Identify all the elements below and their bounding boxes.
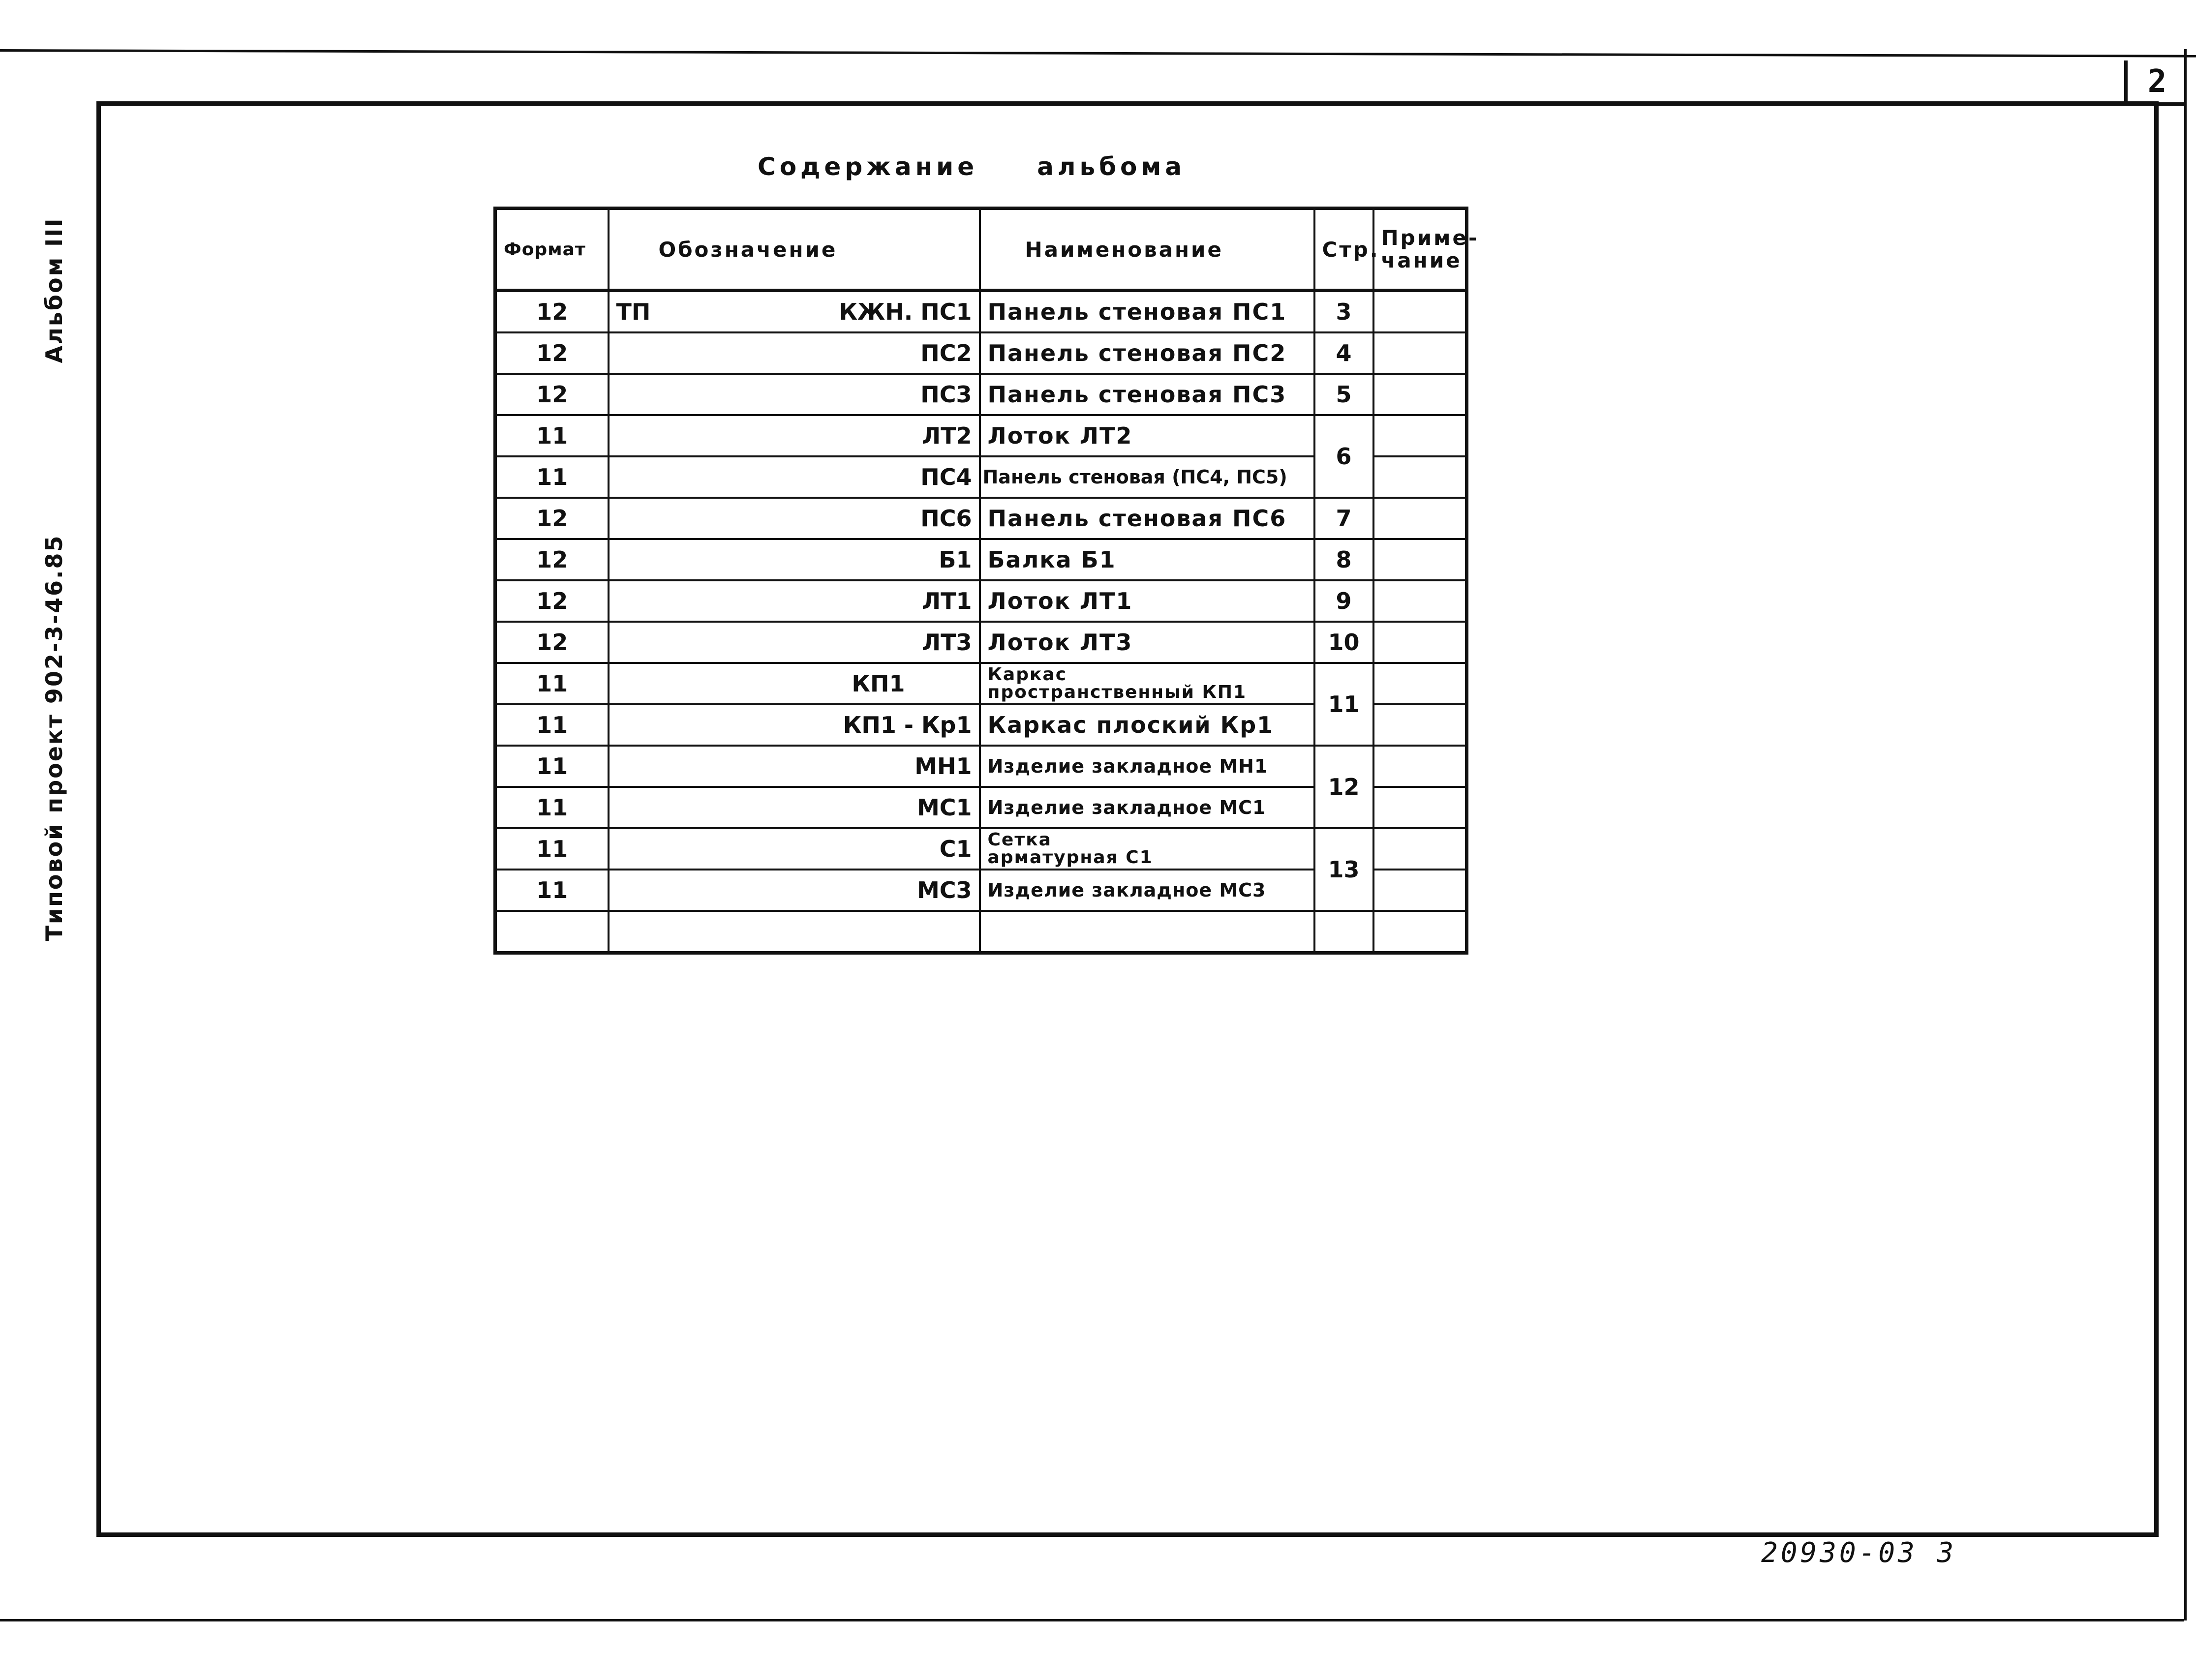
cell-name: Балка Б1 — [980, 539, 1314, 580]
cell-page: 12 — [1314, 746, 1373, 828]
cell-note — [1373, 787, 1467, 828]
cell-page: 8 — [1314, 539, 1373, 580]
cell-page: 11 — [1314, 663, 1373, 746]
sheet-number: 2 — [2124, 60, 2187, 106]
cell-page: 5 — [1314, 374, 1373, 415]
header-note — [1373, 209, 1479, 291]
cell-format: 11 — [495, 746, 609, 787]
table-row — [495, 828, 1467, 870]
cell-designation: ПС2 — [609, 332, 980, 374]
cell-note — [1373, 332, 1467, 374]
cell-format — [495, 911, 609, 953]
cell-designation: С1 — [609, 828, 980, 870]
cell-designation — [609, 911, 980, 953]
cell-format: 12 — [495, 332, 609, 374]
cell-name: Панель стеновая (ПС4, ПС5) — [980, 456, 1314, 498]
cell-format: 12 — [495, 498, 609, 539]
table-row — [495, 746, 1467, 787]
sheet-edge-bottom — [0, 1619, 2184, 1621]
cell-page: 7 — [1314, 498, 1373, 539]
page-title — [758, 152, 1186, 187]
side-label-album-text: Альбом III — [41, 217, 67, 363]
cell-name-line1: Сетка — [987, 830, 1052, 850]
contents-table — [493, 207, 1479, 955]
header-format: Формат — [495, 209, 609, 291]
header-name: Наименование — [980, 209, 1314, 291]
cell-format: 11 — [495, 704, 609, 746]
cell-name — [980, 663, 1314, 704]
cell-note — [1373, 622, 1467, 663]
cell-note — [1373, 911, 1467, 953]
cell-note — [1373, 580, 1467, 622]
cell-page: 9 — [1314, 580, 1373, 622]
cell-format: 11 — [495, 415, 609, 456]
cell-name: Лоток ЛТ3 — [980, 622, 1314, 663]
cell-name: Каркас плоский Кр1 — [980, 704, 1314, 746]
sheet-edge-right — [2184, 49, 2187, 1620]
cell-format: 12 — [495, 580, 609, 622]
table-row — [495, 374, 1467, 415]
side-label-album — [34, 216, 74, 364]
table-row — [495, 580, 1467, 622]
cell-note — [1373, 663, 1467, 704]
side-label-project-text: Типовой проект 902-3-46.85 — [41, 534, 67, 941]
side-label-project — [34, 511, 74, 964]
page-title-word2: альбома — [1037, 152, 1186, 181]
cell-designation-code: КЖН. ПС1 — [839, 299, 972, 325]
cell-designation: ЛТ1 — [609, 580, 980, 622]
table-row — [495, 539, 1467, 580]
cell-name: Лоток ЛТ2 — [980, 415, 1314, 456]
cell-note — [1373, 456, 1467, 498]
cell-page — [1314, 911, 1373, 953]
cell-note — [1373, 704, 1467, 746]
cell-name: Изделие закладное МС1 — [980, 787, 1314, 828]
header-note-line1: Приме- — [1381, 226, 1479, 250]
cell-format: 11 — [495, 828, 609, 870]
cell-format: 12 — [495, 291, 609, 333]
cell-note — [1373, 374, 1467, 415]
cell-designation: КП1 - Кр1 — [609, 704, 980, 746]
cell-format: 12 — [495, 539, 609, 580]
cell-name-line1: Каркас — [987, 664, 1068, 685]
cell-format: 12 — [495, 374, 609, 415]
cell-format: 11 — [495, 787, 609, 828]
cell-name-line2: арматурная С1 — [987, 847, 1153, 868]
cell-designation: МС3 — [609, 870, 980, 911]
table-header-row — [495, 209, 1467, 291]
cell-name-line2: пространственный КП1 — [987, 682, 1247, 702]
cell-name — [980, 828, 1314, 870]
document-stamp: 20930-03 3 — [1761, 1537, 1957, 1569]
cell-note — [1373, 498, 1467, 539]
cell-designation: ПС6 — [609, 498, 980, 539]
cell-designation: МС1 — [609, 787, 980, 828]
cell-name: Панель стеновая ПС2 — [980, 332, 1314, 374]
cell-format: 12 — [495, 622, 609, 663]
cell-name: Панель стеновая ПС6 — [980, 498, 1314, 539]
cell-note — [1373, 539, 1467, 580]
table-row — [495, 663, 1467, 704]
table-row-empty — [495, 911, 1467, 953]
cell-note — [1373, 828, 1467, 870]
cell-designation: ПС3 — [609, 374, 980, 415]
cell-name: Панель стеновая ПС3 — [980, 374, 1314, 415]
cell-designation: КП1 — [609, 663, 980, 704]
table-row — [495, 498, 1467, 539]
cell-note — [1373, 746, 1467, 787]
table-row — [495, 291, 1467, 333]
cell-name: Лоток ЛТ1 — [980, 580, 1314, 622]
cell-name — [980, 911, 1314, 953]
table-row — [495, 415, 1467, 456]
cell-name: Изделие закладное МН1 — [980, 746, 1314, 787]
cell-format: 11 — [495, 663, 609, 704]
cell-page: 4 — [1314, 332, 1373, 374]
cell-note — [1373, 870, 1467, 911]
table-row — [495, 332, 1467, 374]
cell-designation — [609, 291, 980, 333]
cell-page: 3 — [1314, 291, 1373, 333]
header-designation: Обозначение — [609, 209, 980, 291]
sheet-edge-top — [0, 49, 2196, 58]
page-title-word1: Содержание — [758, 152, 978, 181]
cell-designation: ЛТ3 — [609, 622, 980, 663]
cell-designation: МН1 — [609, 746, 980, 787]
cell-note — [1373, 415, 1467, 456]
cell-name: Панель стеновая ПС1 — [980, 291, 1314, 333]
cell-format: 11 — [495, 456, 609, 498]
cell-designation: ЛТ2 — [609, 415, 980, 456]
cell-designation: ПС4 — [609, 456, 980, 498]
cell-page: 6 — [1314, 415, 1373, 498]
cell-page: 10 — [1314, 622, 1373, 663]
header-page: Стр. — [1314, 209, 1373, 291]
cell-format: 11 — [495, 870, 609, 911]
cell-name: Изделие закладное МС3 — [980, 870, 1314, 911]
cell-designation: Б1 — [609, 539, 980, 580]
header-note-line2: чание — [1381, 248, 1462, 272]
cell-designation-prefix: ТП — [616, 299, 651, 325]
table-row — [495, 622, 1467, 663]
cell-note — [1373, 291, 1467, 333]
cell-page: 13 — [1314, 828, 1373, 911]
